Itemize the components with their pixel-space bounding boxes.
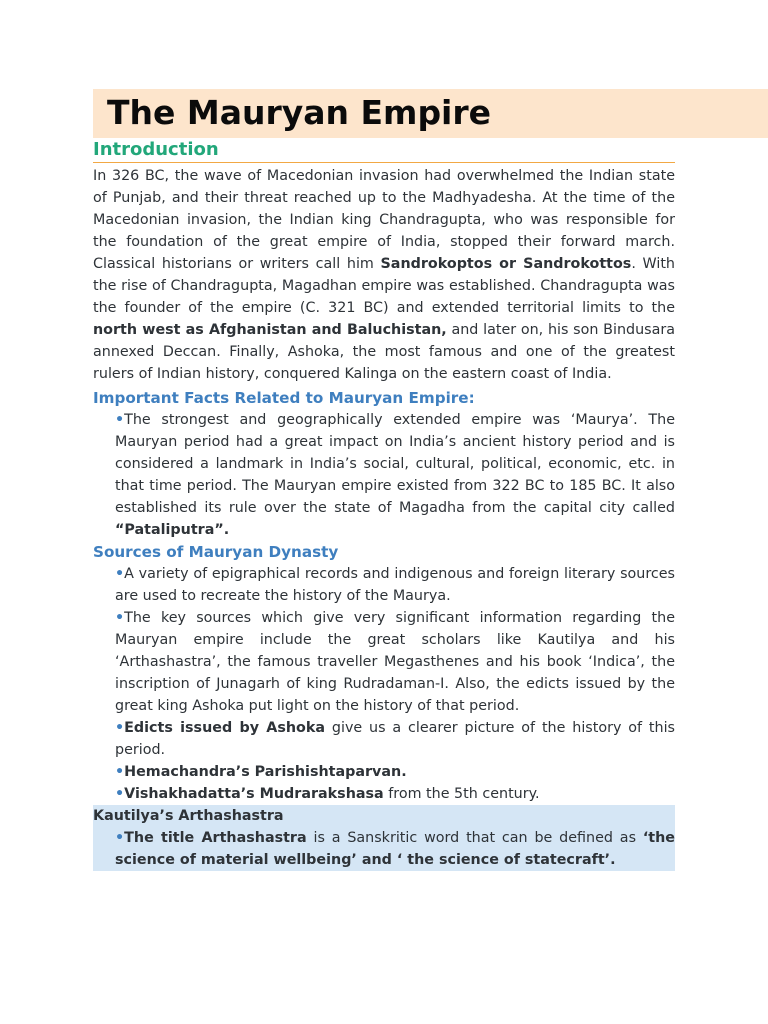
bullet-icon: •: [115, 720, 125, 736]
list-item: [115, 827, 675, 871]
list-item: [115, 761, 675, 783]
sources-item-5-text: from the 5th century.: [383, 786, 540, 802]
page-title: The Mauryan Empire: [107, 93, 492, 132]
intro-bold-1: Sandrokoptos or Sandrokottos: [380, 256, 632, 272]
sources-list: [93, 563, 675, 805]
bullet-icon: •: [115, 786, 125, 802]
introduction-heading: Introduction: [93, 139, 675, 163]
intro-text-3: and later on, his son Bindusara annexed Deccan. Finally, Ashoka, the most famous and one of the greatest rulers of Indian history, conquered Kalinga on the eastern coast of India.: [93, 322, 675, 382]
bullet-icon: •: [115, 764, 125, 780]
sources-item-3-bold: Edicts issued by Ashoka: [124, 720, 326, 736]
list-item: [115, 783, 675, 805]
facts-list: [93, 409, 675, 541]
bullet-icon: •: [115, 830, 125, 846]
list-item: [115, 607, 675, 717]
sources-item-5-bold: Vishakhadatta’s Mudrarakshasa: [124, 786, 384, 802]
bullet-icon: •: [115, 566, 125, 582]
kautilya-text: is a Sanskritic word that can be defined as: [306, 830, 643, 846]
kautilya-bold-2: ‘the science of material wellbeing’ and ‘ the science of statecraft’.: [115, 830, 675, 868]
intro-text-2: . With the rise of Chandragupta, Magadhan empire was established. Chandragupta was the founder of the empire (C. 321 BC) and extended territorial limits to the: [93, 256, 675, 316]
bullet-icon: •: [115, 610, 125, 626]
facts-heading: Important Facts Related to Mauryan Empire:: [93, 389, 475, 407]
intro-bold-2: north west as Afghanistan and Baluchistan,: [93, 322, 447, 338]
sources-item-2: The key sources which give very significant information regarding the Mauryan empire include the great scholars like Kautilya and his ‘Arthashastra’, the famous traveller Megasthenes and his book ‘Indica’, the inscription of Junagarh of king Rudradaman-I. Also, the edicts issued by the great king Ashoka put light on the history of that period.: [115, 610, 675, 714]
intro-text-1: In 326 BC, the wave of Macedonian invasion had overwhelmed the Indian state of Punjab, and their threat reached up to the Madhyadesha. At the time of the Macedonian invasion, the Indian king Chandragupta, who was responsible for the foundation of the great empire of India, stopped their forward march. Classical historians or writers call him: [93, 168, 675, 272]
sources-item-3-text: give us a clearer picture of the history of this period.: [115, 720, 676, 758]
kautilya-bold-1: The title Arthashastra: [124, 830, 307, 846]
title-band: [93, 89, 768, 138]
introduction-paragraph: [93, 165, 675, 385]
kautilya-heading: Kautilya’s Arthashastra: [93, 808, 284, 824]
facts-bold: “Pataliputra”.: [115, 522, 230, 538]
facts-text: The strongest and geographically extended empire was ‘Maurya’. The Mauryan period had a great impact on India’s ancient history period and is considered a landmark in India’s social, cultural, political, economic, etc. in that time period. The Mauryan empire existed from 322 BC to 185 BC. It also established its rule over the state of Magadha from the capital city called: [115, 412, 675, 516]
list-item: [115, 717, 675, 761]
kautilya-section: [93, 805, 675, 871]
bullet-icon: •: [115, 412, 125, 428]
sources-heading: Sources of Mauryan Dynasty: [93, 543, 339, 561]
sources-item-1: A variety of epigraphical records and indigenous and foreign literary sources are used to recreate the history of the Maurya.: [115, 566, 675, 604]
sources-item-4-bold: Hemachandra’s Parishishtaparvan.: [124, 764, 407, 780]
list-item: [115, 563, 675, 607]
kautilya-list: [93, 827, 675, 871]
document-body: [93, 165, 675, 871]
list-item: [115, 409, 675, 541]
